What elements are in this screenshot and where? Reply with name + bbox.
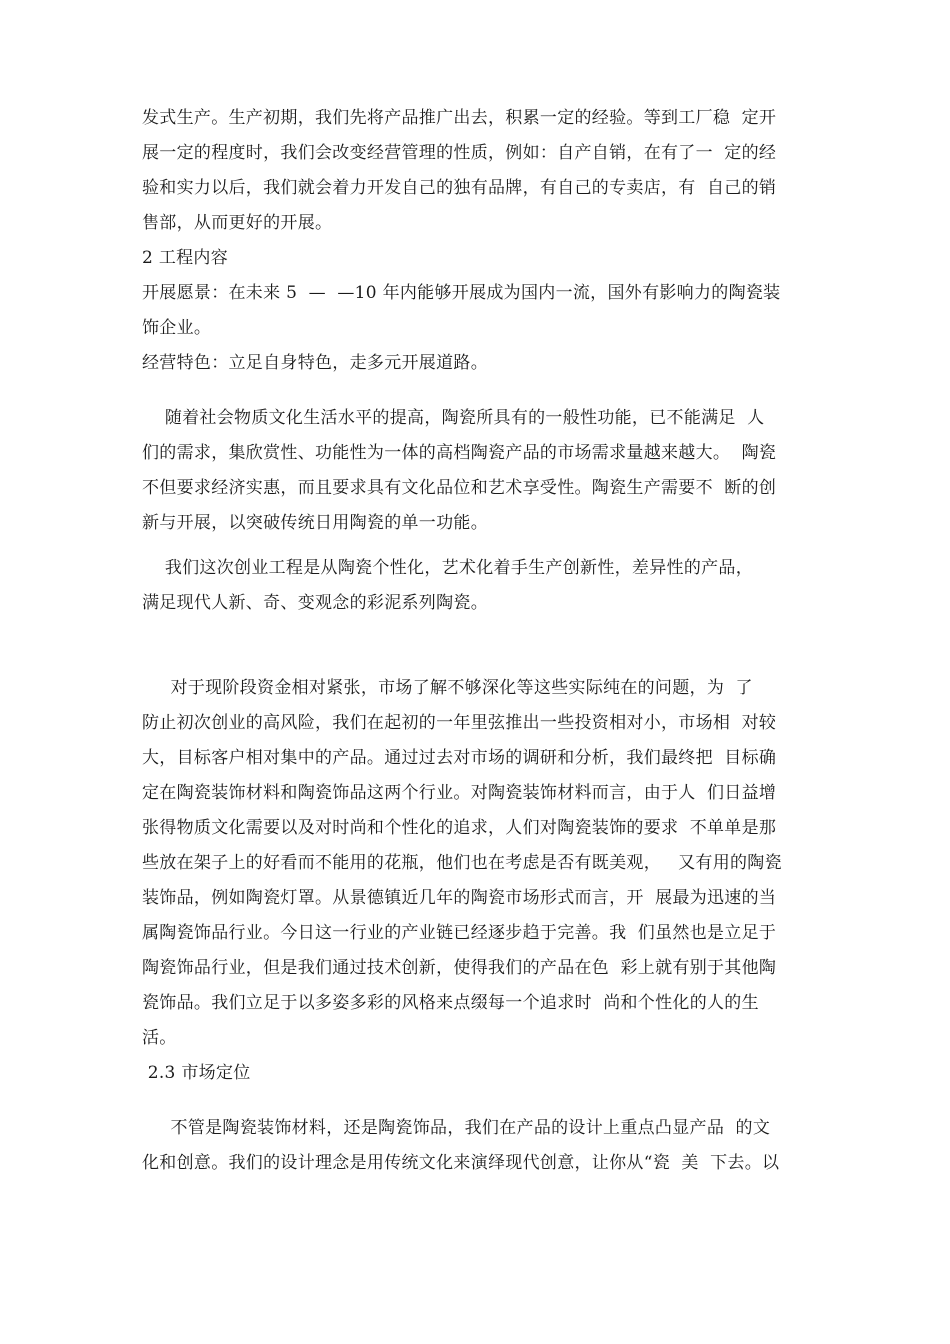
text-line: 验和实力以后，我们就会着力开发自己的独有品牌，有自己的专卖店，有 自己的销 bbox=[142, 178, 777, 198]
text-line: 装饰品，例如陶瓷灯罩。从景德镇近几年的陶瓷市场形式而言，开 展最为迅速的当 bbox=[142, 888, 777, 908]
text-line: 发式生产。生产初期，我们先将产品推广出去，积累一定的经验。等到工厂稳 定开 bbox=[142, 108, 777, 128]
text-line: 随着社会物质文化生活水平的提高，陶瓷所具有的一般性功能，已不能满足 人 bbox=[142, 408, 765, 428]
text-line: 经营特色：立足自身特色，走多元开展道路。 bbox=[142, 353, 488, 373]
text-line: 们的需求，集欣赏性、功能性为一体的高档陶瓷产品的市场需求量越来越大。 陶瓷 bbox=[142, 443, 777, 463]
text-line: 活。 bbox=[142, 1028, 177, 1048]
text-line: 陶瓷饰品行业，但是我们通过技术创新，使得我们的产品在色 彩上就有别于其他陶 bbox=[142, 958, 777, 978]
text-line: 不管是陶瓷装饰材料，还是陶瓷饰品，我们在产品的设计上重点凸显产品 的文 bbox=[142, 1118, 771, 1138]
text-line: 售部，从而更好的开展。 bbox=[142, 213, 333, 233]
text-line: 新与开展，以突破传统日用陶瓷的单一功能。 bbox=[142, 513, 488, 533]
text-line: 瓷饰品。我们立足于以多姿多彩的风格来点缀每一个追求时 尚和个性化的人的生 bbox=[142, 993, 759, 1013]
text-line: 饰企业。 bbox=[142, 318, 212, 338]
text-line: 展一定的程度时，我们会改变经营管理的性质，例如：自产自销，在有了一 定的经 bbox=[142, 143, 777, 163]
text-line: 属陶瓷饰品行业。今日这一行业的产业链已经逐步趋于完善。我 们虽然也是立足于 bbox=[142, 923, 777, 943]
text-line: 定在陶瓷装饰材料和陶瓷饰品这两个行业。对陶瓷装饰材料而言，由于人 们日益增 bbox=[142, 783, 777, 803]
text-line: 张得物质文化需要以及对时尚和个性化的追求，人们对陶瓷装饰的要求 不单单是那 bbox=[142, 818, 777, 838]
text-line: 满足现代人新、奇、变观念的彩泥系列陶瓷。 bbox=[142, 593, 488, 613]
text-line: 化和创意。我们的设计理念是用传统文化来演绎现代创意，让你从“瓷 美 下去。以 bbox=[142, 1153, 780, 1173]
text-line: 2 工程内容 bbox=[142, 248, 229, 268]
text-line: 大，目标客户相对集中的产品。通过过去对市场的调研和分析，我们最终把 目标确 bbox=[142, 748, 777, 768]
text-line: 些放在架子上的好看而不能用的花瓶，他们也在考虑是否有既美观， 又有用的陶瓷 bbox=[142, 853, 782, 873]
text-line: 防止初次创业的高风险，我们在起初的一年里弦推出一些投资相对小，市场相 对较 bbox=[142, 713, 777, 733]
text-line: 开展愿景：在未来 5 — —10 年内能够开展成为国内一流，国外有影响力的陶瓷装 bbox=[142, 283, 781, 303]
text-line: 2.3 市场定位 bbox=[142, 1063, 251, 1083]
text-line: 对于现阶段资金相对紧张，市场了解不够深化等这些实际纯在的问题，为 了 bbox=[142, 678, 753, 698]
text-line: 我们这次创业工程是从陶瓷个性化，艺术化着手生产创新性，差异性的产品， bbox=[142, 558, 754, 578]
text-line: 不但要求经济实惠，而且要求具有文化品位和艺术享受性。陶瓷生产需要不 断的创 bbox=[142, 478, 777, 498]
